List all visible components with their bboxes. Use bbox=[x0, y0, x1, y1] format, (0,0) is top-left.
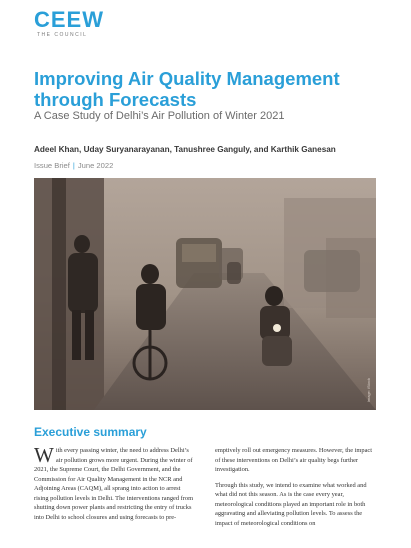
cover-photo bbox=[34, 178, 376, 410]
paragraph: emptively roll out emergency measures. However, the impact of these interventions on Delhi’s air quality begs further investigation. bbox=[215, 447, 373, 473]
publication-meta bbox=[34, 161, 113, 170]
meta-separator: | bbox=[72, 161, 75, 170]
drop-cap: W bbox=[34, 443, 54, 467]
paragraph-text: ith every passing winter, the need to address Delhi’s air pollution grows more urgent. During the winter of 2021, the Supreme Court, the Delhi Government, and the Commission for Air Quality Management in the NCR and Adjoining Areas (CAQM), all sprang into action to arrest rising pollution levels in Delhi. The interventions ranged from shutting down power plants and restricting the entry of trucks into Delhi to school closures and using forecasts to pre- bbox=[34, 447, 194, 521]
paragraph bbox=[34, 443, 194, 522]
publication-type: Issue Brief bbox=[34, 161, 70, 170]
photo-credit: Image: iStock bbox=[366, 377, 371, 402]
body-column-left bbox=[34, 443, 194, 528]
document-subtitle: A Case Study of Delhi’s Air Pollution of Winter 2021 bbox=[34, 110, 285, 122]
logo-wordmark: CEEW bbox=[34, 7, 104, 32]
logo-tagline: THE COUNCIL bbox=[37, 32, 88, 38]
body-column-right bbox=[215, 446, 375, 534]
author-list: Adeel Khan, Uday Suryanarayanan, Tanushree Ganguly, and Karthik Ganesan bbox=[34, 145, 336, 154]
smog-street-illustration bbox=[34, 178, 376, 410]
paragraph: Through this study, we intend to examine what worked and what did not this season. As is the case every year, meteorological conditions played an important role in both aggravating and alleviating pollution levels. To assess the impact of meteorological conditions on bbox=[215, 481, 367, 527]
section-heading: Executive summary bbox=[34, 425, 147, 439]
document-title: Improving Air Quality Management through Forecasts bbox=[34, 68, 340, 110]
ceew-logo bbox=[34, 9, 104, 38]
publication-date: June 2022 bbox=[77, 161, 114, 170]
